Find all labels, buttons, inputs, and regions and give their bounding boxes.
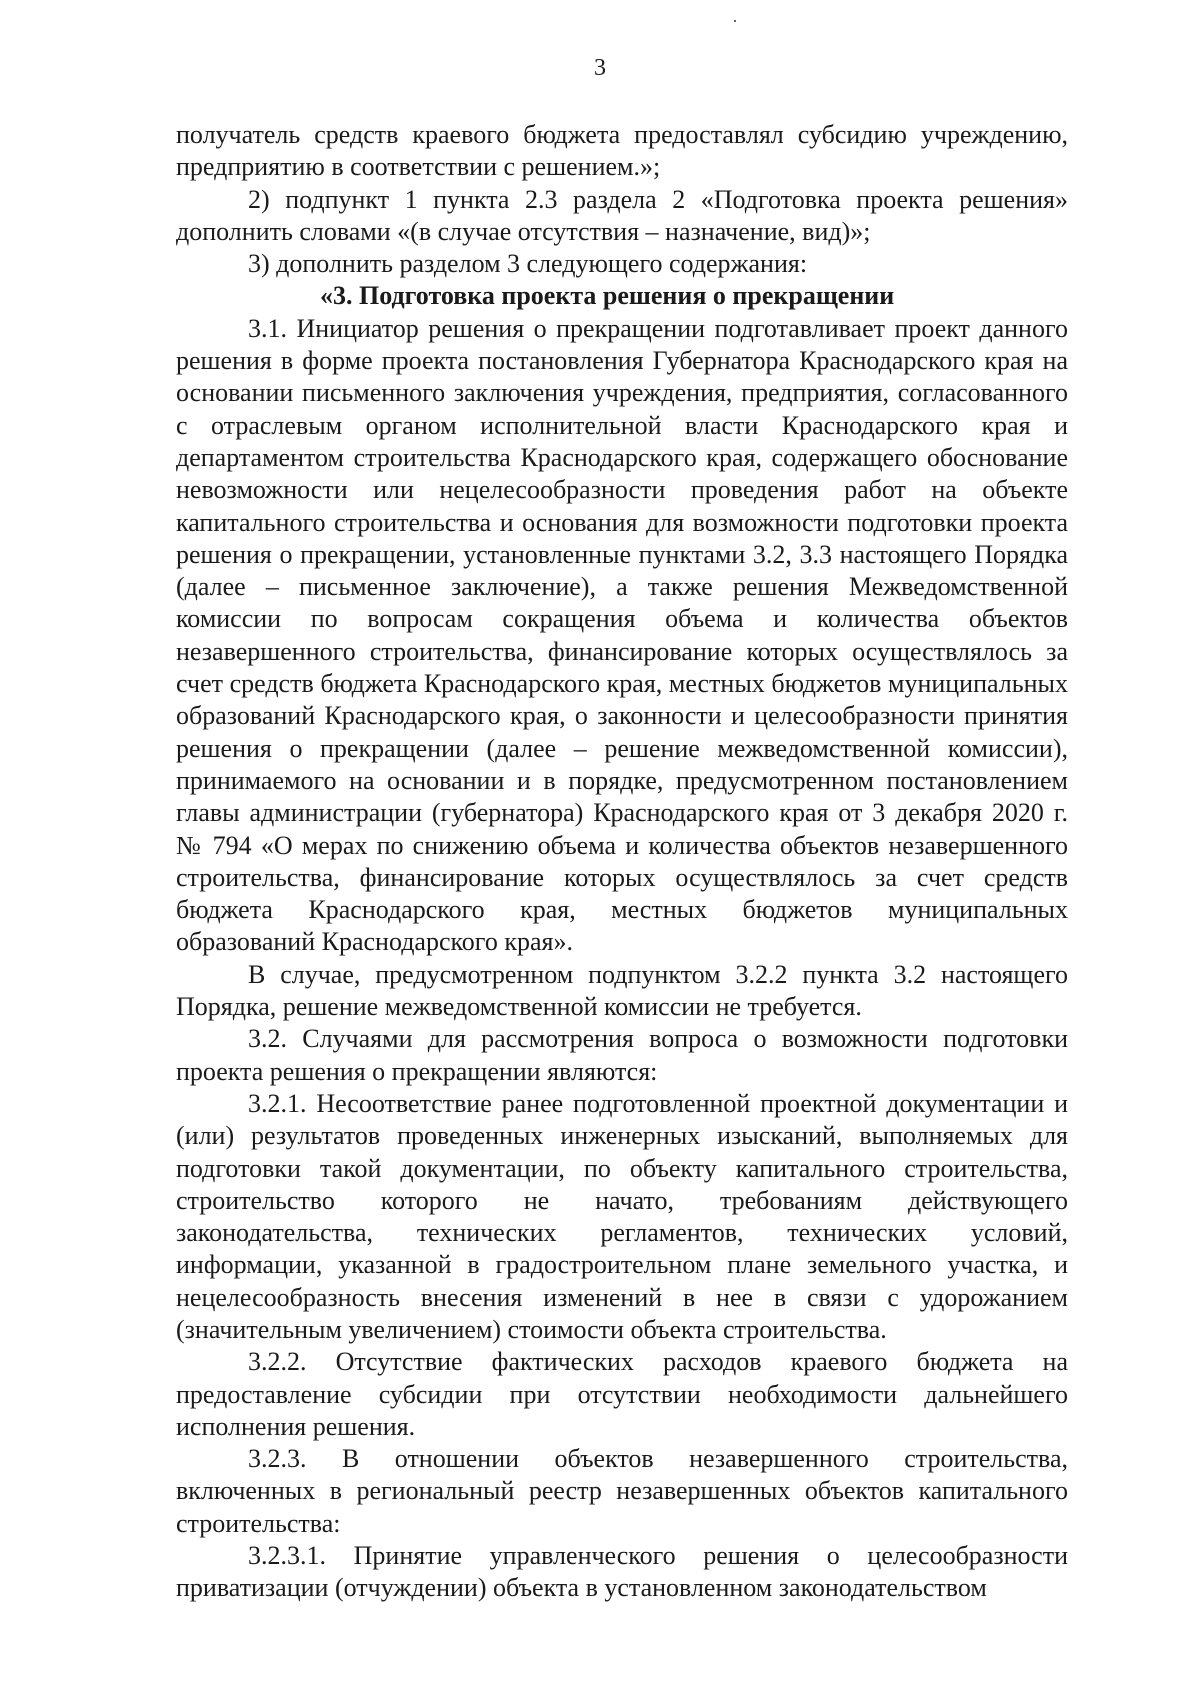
paragraph-3-2-1: 3.2.1. Несоответствие ранее подготовленной проектной документации и (или) результатов проведенных инженерных изысканий, выполняемых для подготовки такой документации, по объекту капитального строительства, строительство которого не начато, требованиям действующего законодательства, технических регламентов, технических условий, информации, указанной в градостроительном плане земельного участка, и нецелесообразность внесения изменений в нее в связи с удорожанием (значительным увеличением) стоимости объекта строительства. <box>176 1088 1068 1344</box>
paragraph-item-2: 2) подпункт 1 пункта 2.3 раздела 2 «Подготовка проекта решения» дополнить словами «(в случае отсутствия – назначение, вид)»; <box>176 184 1068 246</box>
paragraph-3-2-3: 3.2.3. В отношении объектов незавершенного строительства, включенных в региональный реестр незавершенных объектов капитального строительства: <box>176 1444 1068 1538</box>
paragraph-3-2-2: 3.2.2. Отсутствие фактических расходов краевого бюджета на предоставление субсидии при отсутствии необходимости дальнейшего исполнения решения. <box>176 1347 1068 1441</box>
paragraph-3-1: 3.1. Инициатор решения о прекращении подготавливает проект данного решения в форме проекта постановления Губернатора Краснодарского края на основании письменного заключения учреждения, предприятия, согласованного с отраслевым органом исполнительной власти Краснодарского края и департаментом строительства Краснодарского края, содержащего обоснование невозможности или нецелесообразности проведения работ на объекте капитального строительства и основания для возможности подготовки проекта решения о прекращении, установленные пунктами 3.2, 3.3 настоящего Порядка (далее – письменное заключение), а также решения Межведомственной комиссии по вопросам сокращения объема и количества объектов незавершенного строительства, финансирование которых осуществлялось за счет средств бюджета Краснодарского края, местных бюджетов муниципальных образований Краснодарского края, о законности и целесообразности принятия решения о прекращении (далее – решение межведомственной комиссии), принимаемого на основании и в порядке, предусмотренном постановлением главы администрации (губернатора) Краснодарского края от 3 декабря 2020 г. № 794 «О мерах по снижению объема и количества объектов незавершенного строительства, финансирование которых осуществлялось за счет средств бюджета Краснодарского края, местных бюджетов муниципальных образований Краснодарского края». <box>176 313 1068 957</box>
paragraph-3-2-3-1: 3.2.3.1. Принятие управленческого решения о целесообразности приватизации (отчуждении) объекта в установленном законодательством <box>176 1541 1068 1603</box>
paragraph-exception: В случае, предусмотренном подпунктом 3.2.2 пункта 3.2 настоящего Порядка, решение межведомственной комиссии не требуется. <box>176 959 1068 1022</box>
page-number: 3 <box>594 55 606 81</box>
section-heading: «3. Подготовка проекта решения о прекращении <box>320 281 895 311</box>
paragraph-continuation: получатель средств краевого бюджета предоставлял субсидию учреждению, предприятию в соответствии с решением.»; <box>176 120 1068 182</box>
document-body <box>176 119 1068 1605</box>
paragraph-item-3: 3) дополнить разделом 3 следующего содержания: <box>248 249 808 279</box>
paragraph-3-2: 3.2. Случаями для рассмотрения вопроса о возможности подготовки проекта решения о прекращении являются: <box>176 1024 1068 1086</box>
scan-speck <box>734 20 736 22</box>
